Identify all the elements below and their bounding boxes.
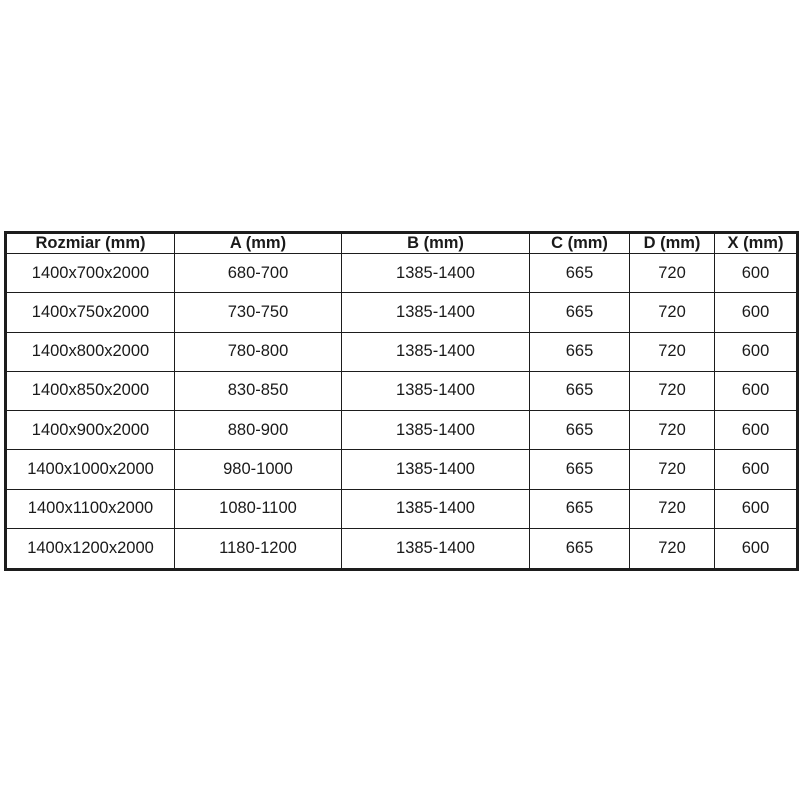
table-cell: 1385-1400	[342, 489, 530, 528]
column-header-d: D (mm)	[630, 233, 715, 254]
column-header-a: A (mm)	[175, 233, 342, 254]
table-row	[6, 332, 798, 371]
table-cell: 720	[630, 528, 715, 569]
table-cell: 1400x800x2000	[6, 332, 175, 371]
table-cell: 600	[715, 371, 798, 410]
table-cell: 665	[530, 293, 630, 332]
table-cell: 665	[530, 450, 630, 489]
column-header-x: X (mm)	[715, 233, 798, 254]
table-cell: 1385-1400	[342, 254, 530, 293]
table-row	[6, 411, 798, 450]
table-body	[6, 254, 798, 570]
table-cell: 1400x1100x2000	[6, 489, 175, 528]
table-cell: 1400x900x2000	[6, 411, 175, 450]
table-cell: 665	[530, 254, 630, 293]
table-cell: 980-1000	[175, 450, 342, 489]
table-cell: 680-700	[175, 254, 342, 293]
table-cell: 600	[715, 293, 798, 332]
column-header-b: B (mm)	[342, 233, 530, 254]
table-row	[6, 450, 798, 489]
table-row	[6, 254, 798, 293]
table-cell: 780-800	[175, 332, 342, 371]
table-row	[6, 528, 798, 569]
table-cell: 600	[715, 489, 798, 528]
table-cell: 1385-1400	[342, 411, 530, 450]
table-cell: 1385-1400	[342, 450, 530, 489]
table-cell: 1400x700x2000	[6, 254, 175, 293]
table-cell: 720	[630, 450, 715, 489]
table-cell: 720	[630, 293, 715, 332]
table-cell: 600	[715, 254, 798, 293]
table-cell: 665	[530, 332, 630, 371]
table-cell: 600	[715, 411, 798, 450]
table-cell: 880-900	[175, 411, 342, 450]
table-cell: 600	[715, 450, 798, 489]
table-cell: 1180-1200	[175, 528, 342, 569]
table-cell: 600	[715, 332, 798, 371]
table-cell: 1400x1200x2000	[6, 528, 175, 569]
column-header-c: C (mm)	[530, 233, 630, 254]
table-cell: 1385-1400	[342, 371, 530, 410]
header-row	[6, 233, 798, 254]
table-cell: 600	[715, 528, 798, 569]
table-cell: 830-850	[175, 371, 342, 410]
table-cell: 1385-1400	[342, 528, 530, 569]
table-row	[6, 371, 798, 410]
table-cell: 1385-1400	[342, 332, 530, 371]
table-cell: 720	[630, 254, 715, 293]
table-cell: 665	[530, 528, 630, 569]
table-cell: 720	[630, 489, 715, 528]
table-row	[6, 293, 798, 332]
table-cell: 665	[530, 411, 630, 450]
table-cell: 1400x850x2000	[6, 371, 175, 410]
table-cell: 665	[530, 371, 630, 410]
table-cell: 1080-1100	[175, 489, 342, 528]
table-cell: 720	[630, 371, 715, 410]
column-header-rozmiar: Rozmiar (mm)	[6, 233, 175, 254]
table-cell: 1400x1000x2000	[6, 450, 175, 489]
size-table	[4, 231, 799, 571]
table-row	[6, 489, 798, 528]
table-cell: 730-750	[175, 293, 342, 332]
table-cell: 665	[530, 489, 630, 528]
table-cell: 1400x750x2000	[6, 293, 175, 332]
table-cell: 720	[630, 332, 715, 371]
table-cell: 1385-1400	[342, 293, 530, 332]
table-cell: 720	[630, 411, 715, 450]
